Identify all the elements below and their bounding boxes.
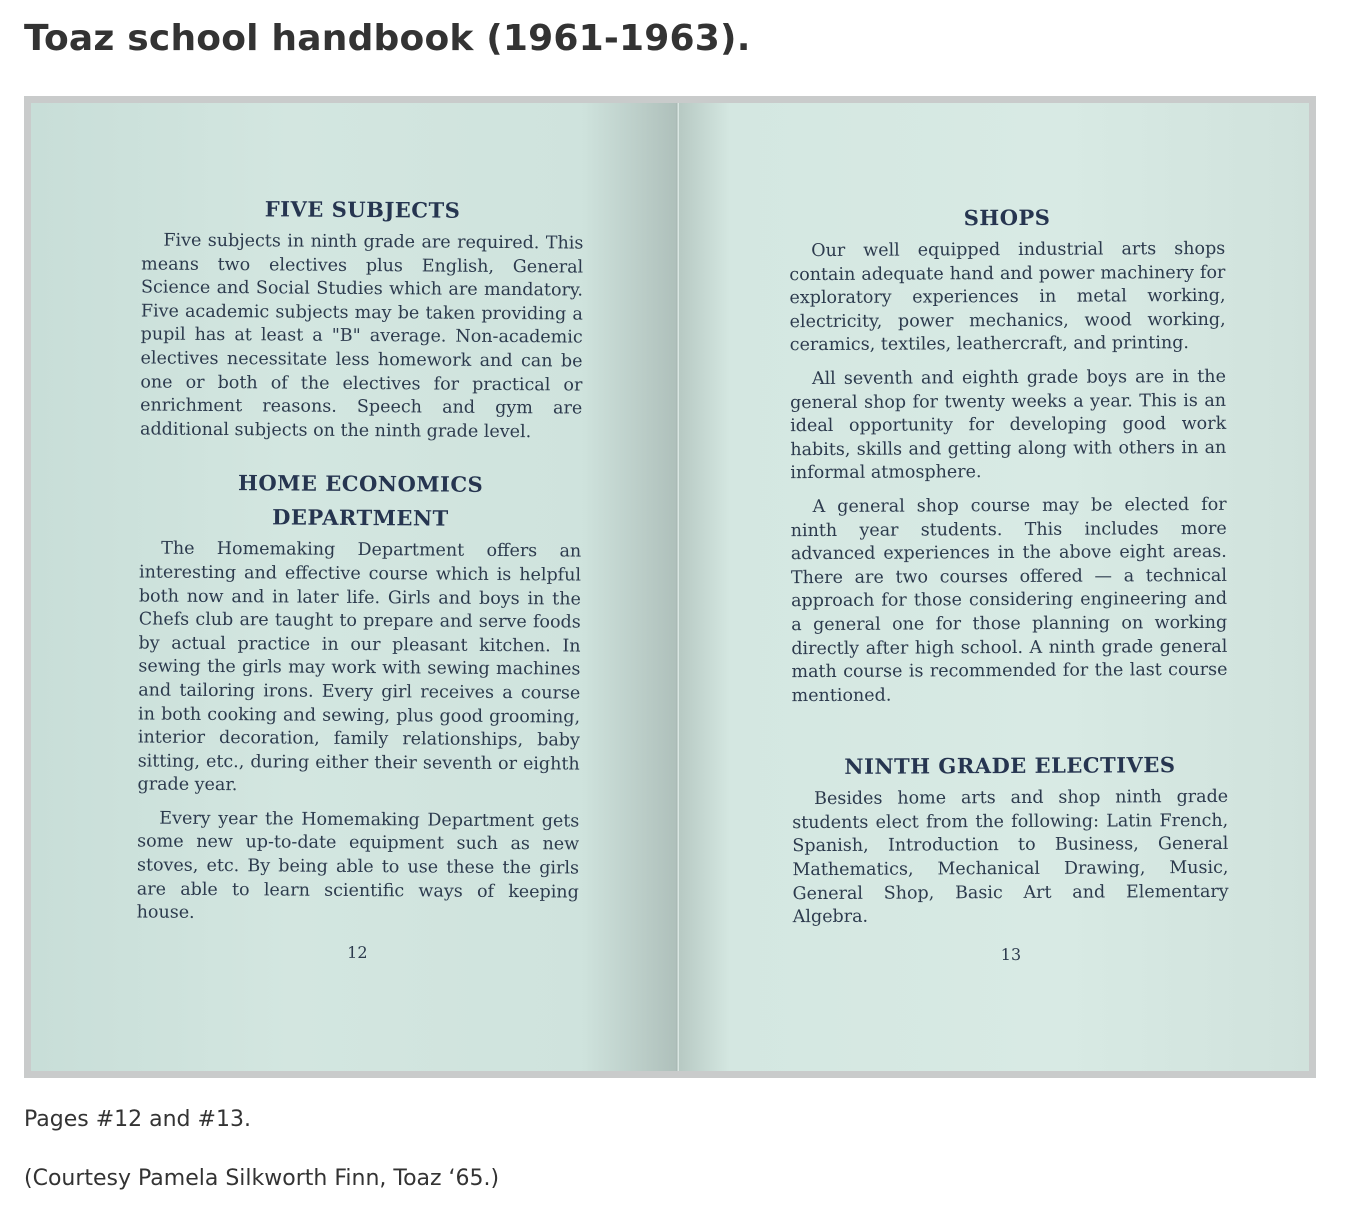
heading-ninth-grade-electives: NINTH GRADE ELECTIVES bbox=[844, 752, 1176, 780]
paragraph-shops-1: Our well equipped industrial arts shops contain adequate hand and power machinery for exploratory experiences in metal working, electricity, power mechanics, wood working, ceramics, textiles, leathercraft, and printing. bbox=[789, 238, 1226, 356]
paragraph-homemaking-1: The Homemaking Department offers an interesting and effective course which is helpful both now and in later life. Girls and boys in the Chefs club are taught to prepare and serve foods by actual practice in our pleasant kitchen. In sewing the girls may work with sewing machines and tailoring irons. Every girl receives a course in both cooking and sewing, plus good grooming, interior decoration, family relationships, baby sitting, etc., during either their seventh or eighth grade year. bbox=[137, 538, 582, 796]
paragraph-electives: Besides home arts and shop ninth grade students elect from the following: Latin French, Spanish, Introduction to Business, General Mathematics, Mechanical Drawing, Music, General Shop, Basic Art and Elementary Algebra. bbox=[792, 787, 1229, 928]
handbook-spread bbox=[31, 103, 1309, 1071]
heading-department: DEPARTMENT bbox=[272, 504, 449, 531]
page-title: Toaz school handbook (1961-1963). bbox=[24, 18, 751, 59]
page-number-right: 13 bbox=[1000, 944, 1022, 964]
left-page-column bbox=[136, 195, 583, 966]
handbook-photo bbox=[24, 96, 1316, 1078]
right-page bbox=[679, 103, 1309, 1071]
paragraph-five-subjects: Five subjects in ninth grade are required. This means two electives plus English, General Science and Social Studies which are mandatory. Five academic subjects may be taken providing a pupil has at least a "B" average. Non-academic electives necessitate less homework and can be one or both of the electives for practical or enrichment reasons. Speech and gym are additional subjects on the ninth grade level. bbox=[139, 230, 584, 442]
heading-home-economics: HOME ECONOMICS bbox=[238, 470, 484, 498]
heading-five-subjects: FIVE SUBJECTS bbox=[264, 196, 461, 223]
caption-courtesy: (Courtesy Pamela Silkworth Finn, Toaz ‘65.) bbox=[24, 1166, 500, 1191]
caption-pages: Pages #12 and #13. bbox=[24, 1107, 251, 1132]
left-page bbox=[31, 103, 679, 1071]
paragraph-shops-2: All seventh and eighth grade boys are in the general shop for twenty weeks a year. This is an ideal opportunity for developing good work habits, skills and getting along with others in an informal atmosphere. bbox=[789, 366, 1227, 484]
heading-shops: SHOPS bbox=[963, 204, 1051, 231]
page-number-left: 12 bbox=[347, 942, 368, 962]
paragraph-shops-3: A general shop course may be elected for ninth year students. This includes more advanced experiences in the above eight areas. There are two courses offered — a technical approach for those considering engineering and a general one for those planning on working directly after high school. A ninth grade general math course is recommended for the last course mentioned. bbox=[790, 494, 1228, 706]
right-page-column bbox=[789, 204, 1229, 968]
paragraph-homemaking-2: Every year the Homemaking Department gets some new up-to-date equipment such as new stoves, etc. By being able to use these the girls are able to learn scientific ways of keeping house. bbox=[136, 808, 580, 924]
